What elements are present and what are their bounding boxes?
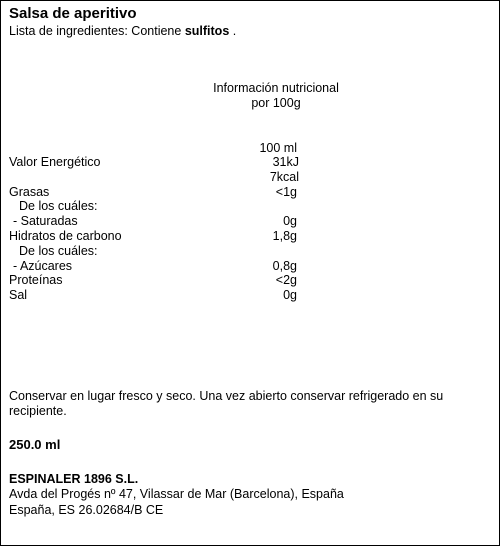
storage-line2: recipiente. (9, 404, 67, 418)
nutrition-row-label: De los cuáles: (19, 199, 98, 213)
storage-line1: Conservar en lugar fresco y seco. Una vez abierto conservar refrigerado en su (9, 389, 444, 403)
nutrition-row-value: 0g (283, 288, 297, 302)
nutrition-heading-line2: por 100g (251, 96, 301, 110)
ingredients-line (9, 24, 236, 39)
company-address: Avda del Progés nº 47, Vilassar de Mar (Barcelona), España (9, 487, 344, 501)
nutrition-row-label: - Saturadas (13, 214, 78, 228)
company-registry: España, ES 26.02684/B CE (9, 503, 164, 517)
nutrition-row-label: Grasas (9, 185, 50, 199)
nutrition-row-label: Hidratos de carbono (9, 229, 122, 243)
ingredients-allergen: sulfitos (184, 24, 230, 38)
nutrition-row-value: <2g (275, 273, 297, 287)
nutrition-unit-column: 100 ml (259, 141, 297, 155)
ingredients-prefix: Lista de ingredientes: Contiene (9, 24, 182, 38)
nutrition-row-label: De los cuáles: (19, 244, 98, 258)
nutrition-row-value: 31kJ (272, 155, 299, 169)
nutrition-row-value: 0,8g (272, 259, 297, 273)
nutrition-row-label: Sal (9, 288, 28, 302)
ingredients-suffix: . (232, 24, 237, 38)
nutrition-row-value: 1,8g (272, 229, 297, 243)
nutrition-row-label: Valor Energético (9, 155, 101, 169)
product-volume: 250.0 ml (9, 437, 61, 452)
nutrition-row-label: - Azúcares (13, 259, 73, 273)
nutrition-row-label: Proteínas (9, 273, 63, 287)
nutrition-row-value: <1g (275, 185, 297, 199)
product-title: Salsa de aperitivo (9, 5, 137, 22)
nutrition-row-value: 0g (283, 214, 297, 228)
nutrition-heading-line1: Información nutricional (213, 81, 339, 95)
nutrition-row-value: 7kcal (269, 170, 299, 184)
company-name: ESPINALER 1896 S.L. (9, 472, 139, 486)
